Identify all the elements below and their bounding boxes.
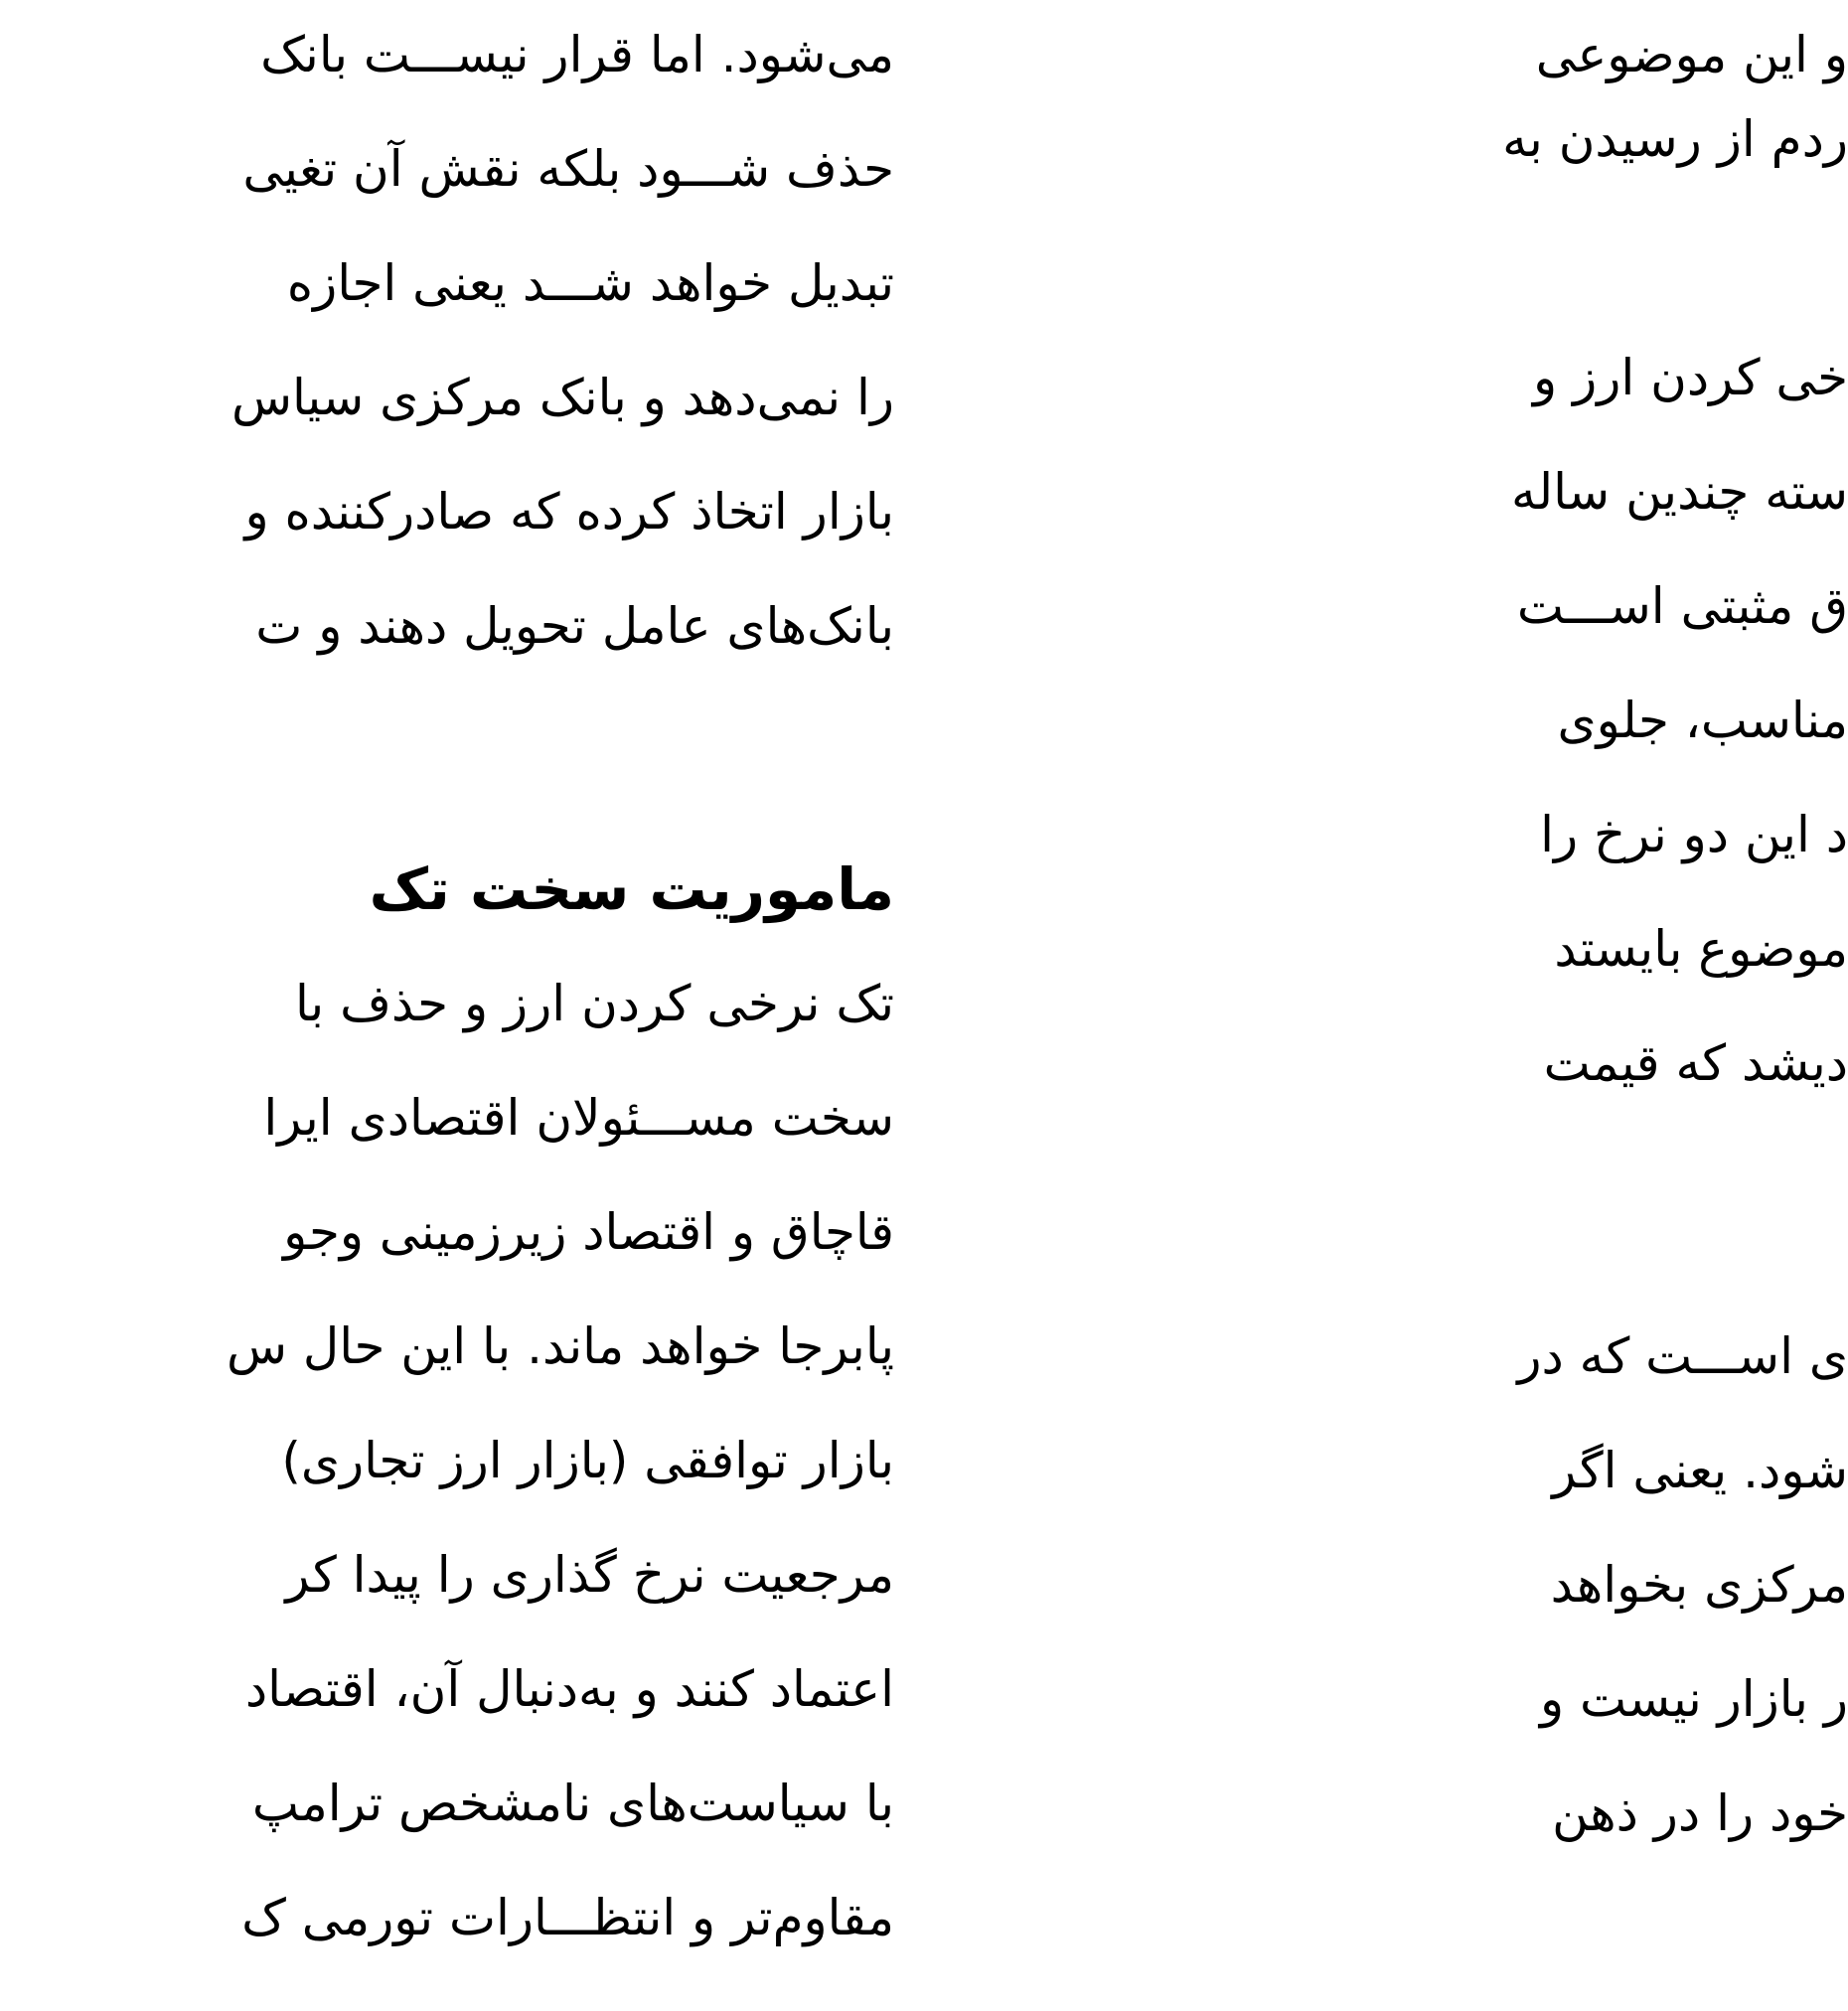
text-line: ردم از رسیدن به [1502,110,1848,168]
text-line: و این موضوعی [1535,26,1848,83]
text-line: بازار توافقی (بازار ارز تجاری) [281,1432,894,1489]
text-line: را نمی‌دهد و بانک مرکزی سیاس [231,369,894,426]
text-line: اعتماد کنند و به‌دنبال آن، اقتصاد [244,1660,894,1718]
text-line: مرکزی بخواهد [1550,1556,1848,1614]
text-line: سته چندین ساله [1511,463,1848,521]
text-line: سخت مســـئولان اقتصادی ایرا [263,1089,894,1147]
text-line: تبدیل خواهد شـــد یعنی اجازه [286,254,894,312]
text-line: مقاوم‌تر و انتظـــارات تورمی ک [241,1889,894,1946]
text-line: موضوع بایستد [1554,920,1848,978]
text-line: پابرجا خواهد ماند. با این حال س [227,1317,894,1375]
text-line: ر بازار نیست و [1539,1670,1848,1728]
text-line: ی اســـت که در [1517,1327,1848,1385]
text-line: خود را در ذهن [1552,1784,1848,1842]
text-line: مناسب، جلوی [1557,692,1848,749]
text-line: د این دو نرخ را [1540,806,1848,863]
article-column-right [954,0,1848,2011]
text-line: دیشد که قیمت [1543,1034,1848,1092]
section-heading: ماموریت سخت تک [369,855,894,923]
text-line: قاچاق و اقتصاد زیرزمینی وجو [283,1203,894,1261]
text-line: تک نرخی کردن ارز و حذف با [295,975,894,1032]
text-line: می‌شود. اما قرار نیســـت بانک [260,26,894,83]
text-line: با سیاست‌های نامشخص ترامپ [251,1775,894,1832]
text-line: شود. یعنی اگر [1552,1442,1848,1499]
text-line: ق مثبتی اســـت [1516,577,1848,635]
text-line: مرجعیت نرخ گذاری را پیدا کر [285,1546,894,1604]
article-column-left [0,0,894,2011]
text-line: بازار اتخاذ کرده که صادرکننده و [244,483,894,541]
text-line: خی کردن ارز و [1533,349,1848,406]
text-line: بانک‌های عامل تحویل دهند و ت [255,597,894,655]
text-line: حذف شـــود بلکه نقش آن تغیی [242,140,894,198]
